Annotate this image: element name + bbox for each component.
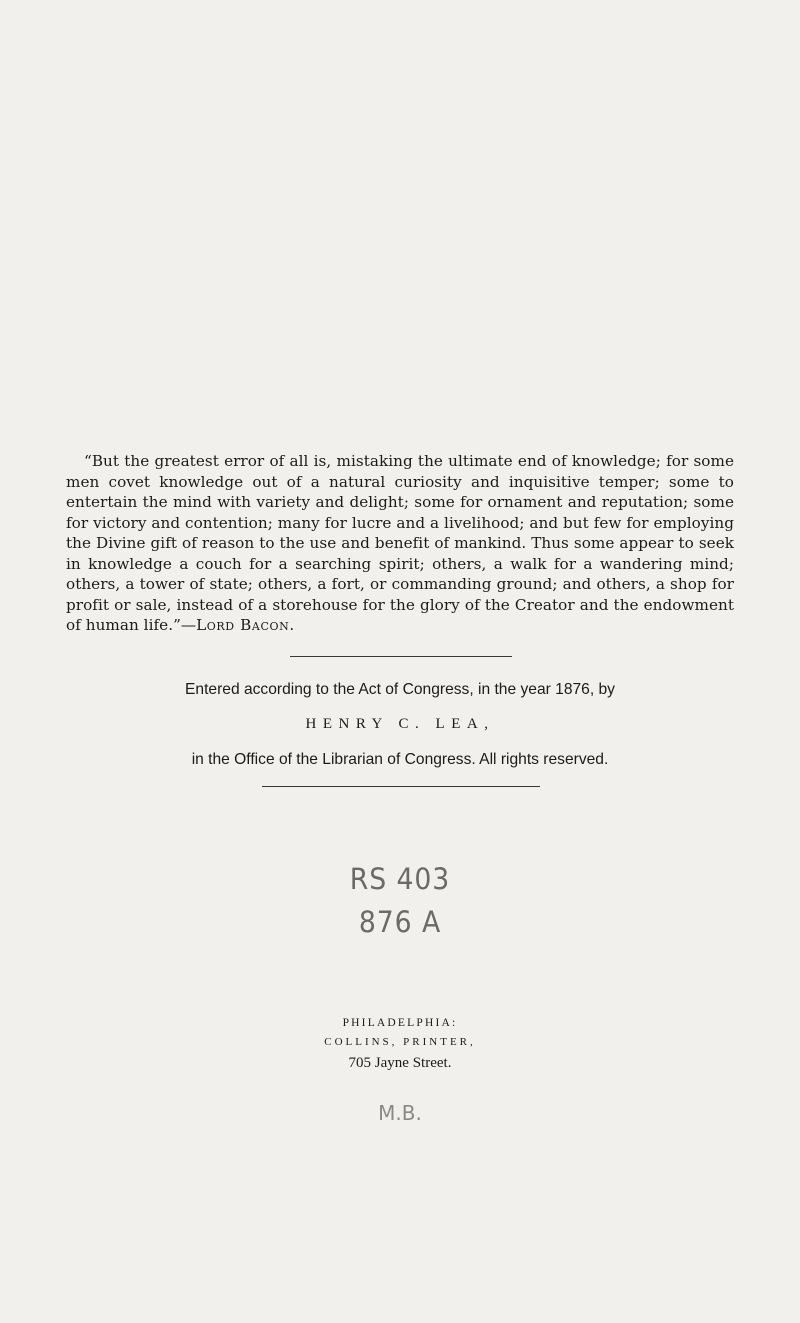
imprint-address: 705 Jayne Street. (348, 1055, 452, 1071)
divider-rule-top (290, 656, 512, 657)
copyright-line-3: in the Office of the Librarian of Congress. All rights reserved. (191, 751, 609, 768)
handwritten-call-number-line-1: RS 403 (349, 862, 451, 896)
quote-author: Lord Bacon. (196, 616, 295, 635)
epigraph-quote (66, 451, 734, 636)
imprint-city: PHILADELPHIA: (342, 1017, 458, 1029)
copyright-holder: HENRY C. LEA, (305, 716, 495, 732)
divider-rule-bottom (262, 786, 540, 787)
quote-text: “But the greatest error of all is, mistaking the ultimate end of knowledge; for some men covet knowledge out of a natural curiosity and inquisitive temper; some to entertain the mind with variety and delight; some for ornament and reputation; some for victory and contention; many for lucre and a livelihood; and but few for employing the Divine gift of reason to the use and benefit of mankind. Thus some appear to seek in knowledge a couch for a searching spirit; others, a walk for a wandering mind; others, a tower of state; others, a fort, or commanding ground; and others, a shop for profit or sale, instead of a storehouse for the glory of the Creator and the endowment of human life.”— (66, 452, 734, 635)
handwritten-call-number-line-2: 876 A (358, 905, 442, 939)
copyright-line-1: Entered according to the Act of Congress, in the year 1876, by (185, 681, 615, 698)
imprint-printer: COLLINS, PRINTER, (324, 1036, 476, 1048)
handwritten-initials: M.B. (378, 1101, 422, 1125)
